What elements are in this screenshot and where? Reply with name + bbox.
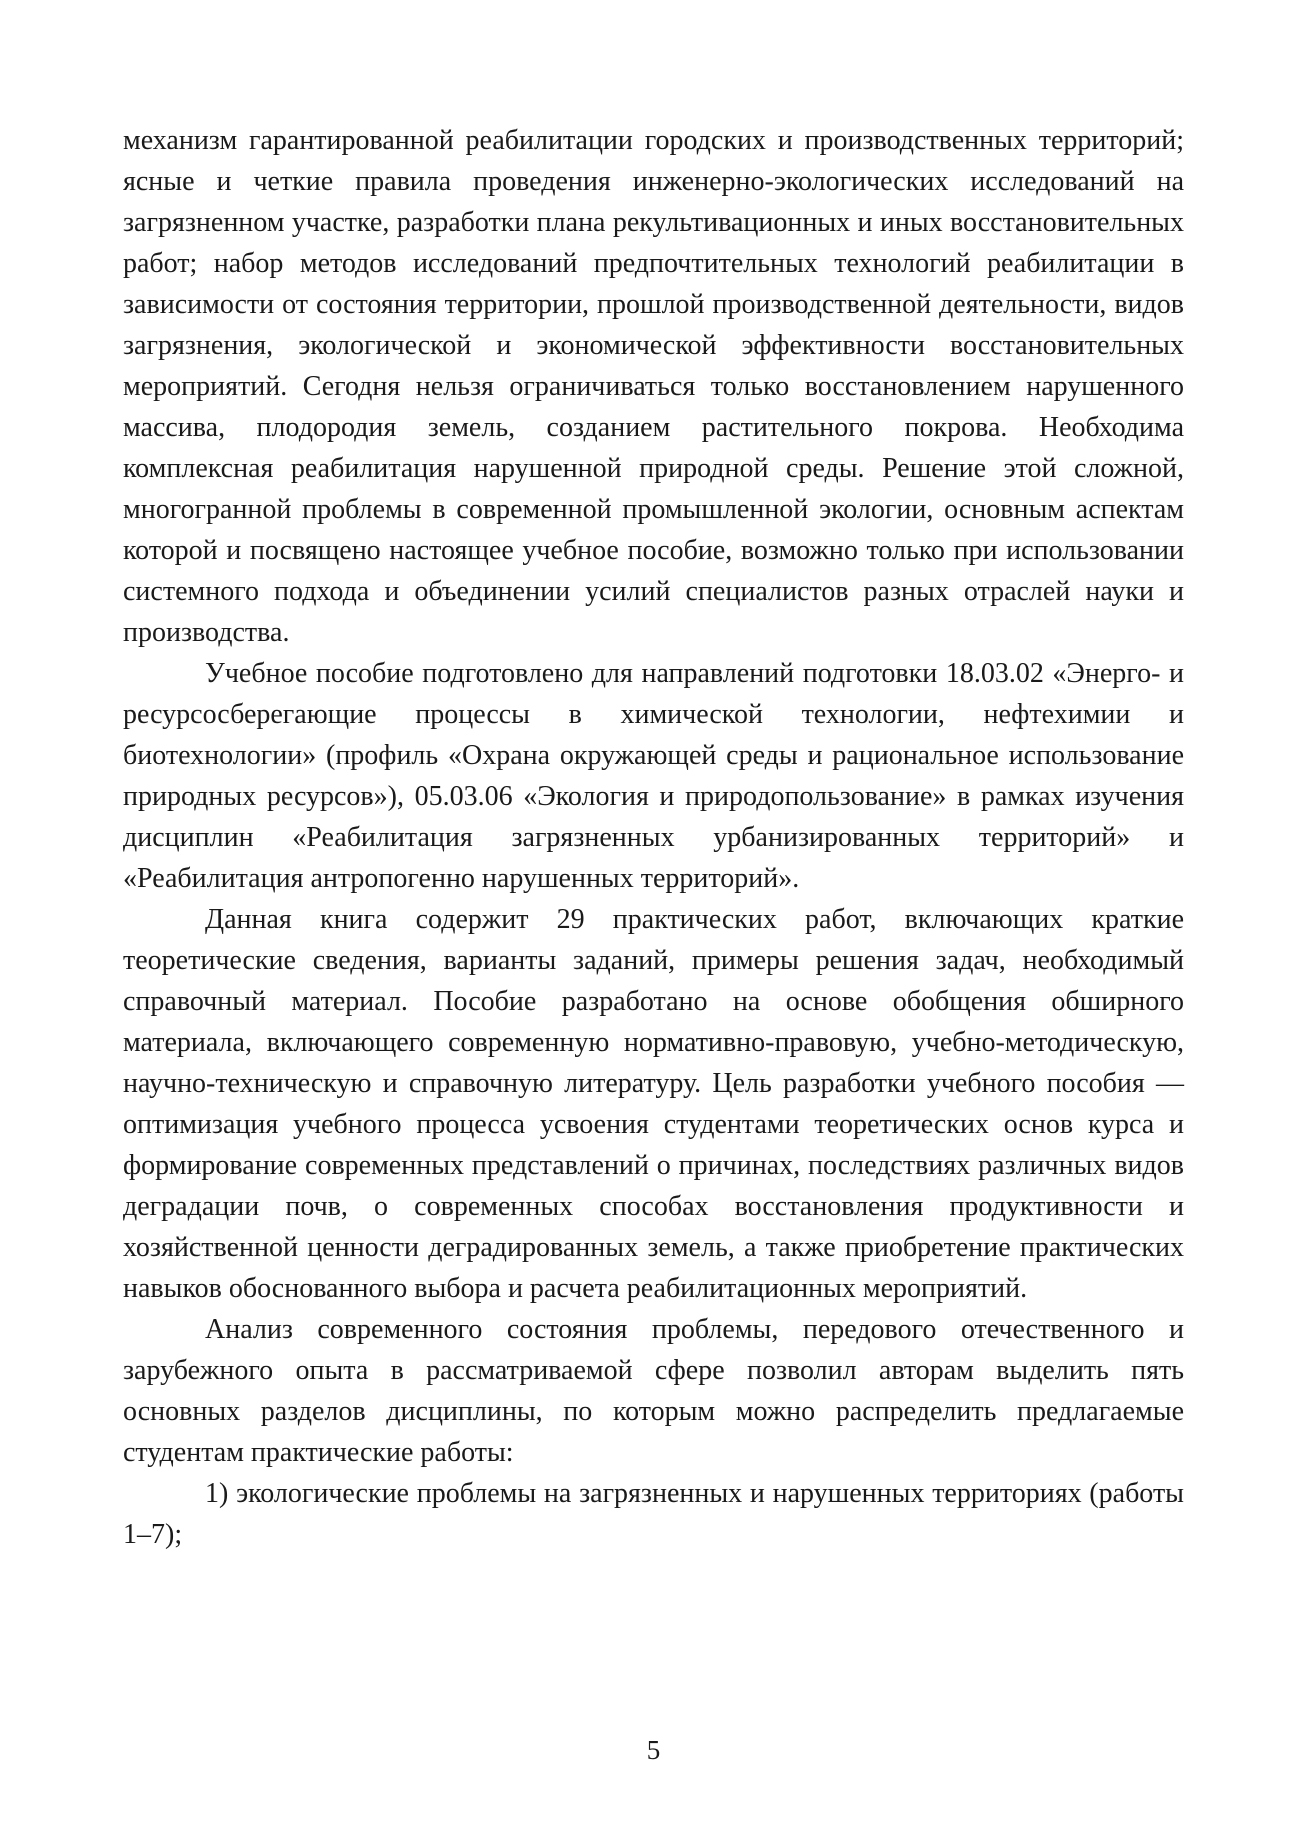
page-number: 5 (646, 1735, 661, 1765)
list-item-1: 1) экологические проблемы на загрязненных и нарушенных территориях (работы 1–7); (123, 1478, 1184, 1550)
paragraph-analysis: Анализ современного состояния проблемы, передового отечественного и зарубежного опыта в рассматриваемой сфере позволил авторам выделить пять основных разделов дисциплины, по которым можно распределить предлагаемые студентам практические работы: (123, 1314, 1184, 1468)
paragraph-purpose: Учебное пособие подготовлено для направлений подготовки 18.03.02 «Энерго- и ресурсосберегающие процессы в химической технологии, нефтехимии и биотехнологии» (профиль «Охрана окружающей среды и рациональное использование природных ресурсов»), 05.03.06 «Экология и природопользование» в рамках изучения дисциплин «Реабилитация загрязненных урбанизированных территорий» и «Реабилитация антропогенно нарушенных территорий». (123, 658, 1184, 894)
body-text (123, 120, 1184, 1555)
paragraph-contents: Данная книга содержит 29 практических работ, включающих краткие теоретические сведения, варианты заданий, примеры решения задач, необходимый справочный материал. Пособие разработано на основе обобщения обширного материала, включающего современную нормативно-правовую, учебно-методическую, научно-техническую и справочную литературу. Цель разработки учебного пособия — оптимизация учебного процесса усвоения студентами теоретических основ курса и формирование современных представлений о причинах, последствиях различных видов деградации почв, о современных способах восстановления продуктивности и хозяйственной ценности деградированных земель, а также приобретение практических навыков обоснованного выбора и расчета реабилитационных мероприятий. (123, 904, 1184, 1304)
paragraph-continuation: механизм гарантированной реабилитации городских и производственных территорий; ясные и четкие правила проведения инженерно-экологических исследований на загрязненном участке, разработки плана рекультивационных и иных восстановительных работ; набор методов исследований предпочтительных технологий реабилитации в зависимости от состояния территории, прошлой производственной деятельности, видов загрязнения, экологической и экономической эффективности восстановительных мероприятий. Сегодня нельзя ограничиваться только восстановлением нарушенного массива, плодородия земель, созданием растительного покрова. Необходима комплексная реабилитация нарушенной природной среды. Решение этой сложной, многогранной проблемы в современной промышленной экологии, основным аспектам которой и посвящено настоящее учебное пособие, возможно только при использовании системного подхода и объединении усилий специалистов разных отраслей науки и производства. (123, 125, 1184, 648)
